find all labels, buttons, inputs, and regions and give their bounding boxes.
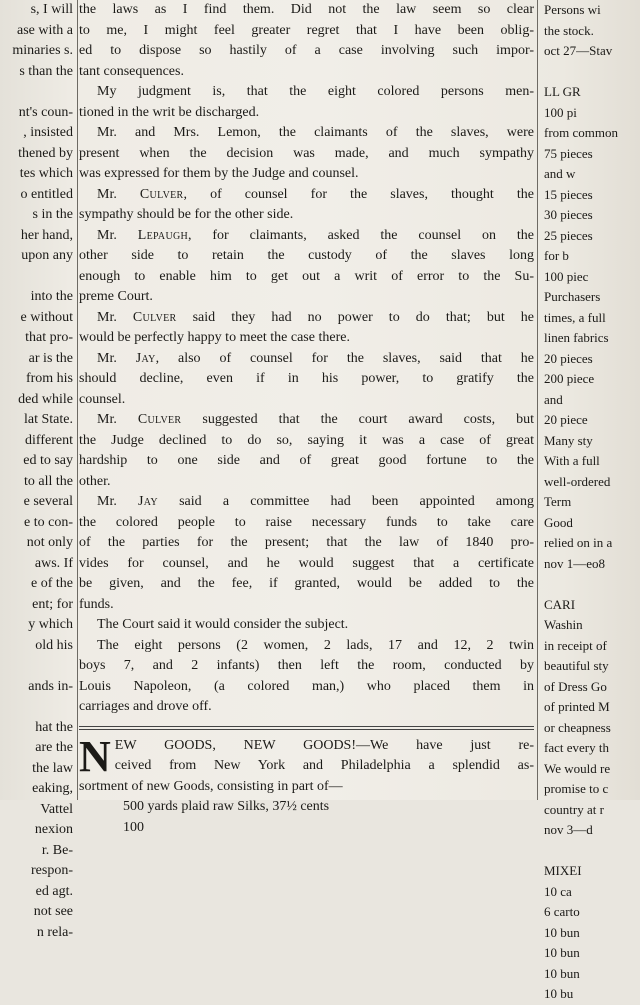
right-column-line: or cheapness	[544, 719, 611, 735]
report-line: vides for counsel, and he would suggest that a certificate	[79, 555, 534, 571]
left-column-line: the law	[32, 760, 73, 776]
right-column-line: 75 pieces	[544, 145, 593, 161]
report-line: carriages and drove off.	[79, 699, 212, 714]
report-line: Mr. Jay, also of counsel for the slaves, said that he	[97, 350, 534, 366]
right-column-line	[540, 841, 640, 862]
left-column-line: from his	[25, 371, 73, 386]
report-line: be given, and the fee, if granted, would be added to the	[79, 576, 534, 591]
left-column-line: ar is the	[28, 350, 73, 366]
left-column-line: e to con-	[24, 514, 73, 530]
right-column-line: Many sty	[544, 432, 593, 448]
left-column-line	[0, 697, 76, 718]
right-column-line: 100 pi	[544, 104, 577, 120]
right-column-line: and w	[544, 166, 576, 181]
right-column-line: 20 pieces	[544, 350, 593, 366]
right-column-line: Purchasers	[544, 289, 601, 304]
report-line: to me, I might feel greater regret that I have been oblig-	[79, 22, 534, 38]
main-column	[79, 0, 534, 838]
right-column-line: 10 bu	[544, 986, 574, 1001]
report-line: counsel.	[79, 391, 126, 407]
left-column-line: e of the	[31, 576, 73, 591]
report-line: the Judge declined to do so, saying it was a case of great	[79, 432, 534, 448]
right-column-line: fact every th	[544, 740, 609, 755]
left-column-line: nexion	[34, 822, 73, 837]
right-column-line: oct 27—Stav	[544, 43, 613, 58]
report-paragraph	[79, 226, 534, 308]
report-line: The eight persons (2 women, 2 lads, 17 and 12, 2 twin	[97, 637, 534, 653]
left-column-line: hat the	[35, 719, 73, 735]
left-column-line	[0, 656, 76, 677]
report-paragraph	[79, 185, 534, 226]
left-column-line: o entitled	[20, 186, 73, 202]
left-column-line: that pro-	[25, 330, 73, 345]
left-column-line: not only	[26, 535, 73, 550]
report-line: boys 7, and 2 infants) then left the room, conducted by	[79, 658, 534, 673]
right-column-line: 10 bun	[544, 945, 580, 960]
report-paragraph	[79, 123, 534, 185]
report-line: The Court said it would consider the subject.	[97, 617, 349, 632]
new-goods-advert	[79, 731, 534, 839]
report-line: Mr. Culver, of counsel for the slaves, thought the	[97, 186, 534, 202]
right-column-line: linen fabrics	[544, 330, 609, 345]
report-paragraph	[79, 349, 534, 411]
right-column-line: 20 piece	[544, 412, 588, 427]
left-column-line: to all the	[24, 473, 73, 489]
advert-line: ceived from New York and Philadelphia a splendid as-	[114, 758, 534, 773]
report-paragraph	[79, 636, 534, 718]
right-column-line: CARI	[544, 596, 576, 612]
right-column-line: 200 piece	[544, 371, 595, 386]
right-column-line: 10 bun	[544, 965, 580, 981]
left-column-line: eaking,	[32, 781, 73, 796]
left-column	[0, 0, 76, 943]
left-column-line: ent; for	[32, 596, 73, 612]
right-column-line	[540, 62, 640, 83]
left-column-line: e without	[20, 309, 73, 325]
report-line: other.	[79, 473, 111, 489]
report-line: Mr. Culver suggested that the court award costs, but	[97, 412, 534, 427]
court-report-body	[79, 82, 534, 718]
left-column-line	[0, 82, 76, 103]
report-paragraph	[79, 492, 534, 615]
left-column-line: r. Be-	[41, 842, 73, 858]
right-column-line: 25 pieces	[544, 227, 593, 243]
report-paragraph	[79, 82, 534, 123]
section-divider	[79, 726, 534, 730]
right-column-line: for b	[544, 248, 569, 263]
report-line: Louis Napoleon, (a colored man,) who placed them in	[79, 678, 534, 694]
right-column-line: the stock.	[544, 22, 594, 38]
right-column	[540, 0, 640, 1005]
right-column-line: Persons wi	[544, 2, 601, 17]
report-line: Mr. Jay said a committee had been appointed among	[97, 494, 534, 509]
right-column-line: 6 carto	[544, 904, 580, 919]
report-line: hardship to one side and of great good fortune to the	[79, 453, 534, 468]
left-column-line: ands in-	[28, 678, 73, 694]
report-line: Mr. Lepaugh, for claimants, asked the counsel on the	[97, 227, 534, 243]
right-column-line: With a full	[544, 453, 600, 468]
advert-line: EW GOODS, NEW GOODS!—We have just re-	[114, 737, 534, 753]
right-column-line: relied on in a	[544, 535, 613, 550]
report-line: the colored people to raise necessary funds to take care	[79, 514, 534, 530]
left-column-line: different	[25, 432, 73, 448]
report-line: Mr. Culver said they had no power to do that; but he	[97, 309, 534, 325]
right-column-line: Term	[544, 494, 572, 509]
report-line: ed to dispose so hastily of a case involving such impor-	[79, 43, 534, 58]
left-column-line: her hand,	[20, 227, 73, 243]
report-line: of the parties for the present; that the law of 1840 pro-	[79, 535, 534, 550]
left-column-line: into the	[30, 289, 73, 304]
left-column-line: aws. If	[34, 555, 73, 571]
right-column-line	[540, 574, 640, 595]
right-column-line: We would re	[544, 760, 611, 776]
advert-line: sortment of new Goods, consisting in part of—	[79, 778, 343, 794]
column-rule-right	[537, 0, 538, 800]
column-rule-left	[77, 0, 78, 800]
right-column-line: Good	[544, 514, 573, 530]
left-column-line: n rela-	[36, 924, 73, 940]
right-column-line: 30 pieces	[544, 207, 593, 222]
right-column-line: 10 bun	[544, 924, 580, 940]
right-column-line: nov 3—d	[544, 822, 593, 837]
report-paragraph	[79, 615, 534, 636]
left-column-line: not see	[33, 904, 73, 919]
report-line: was expressed for them by the Judge and counsel.	[79, 166, 359, 181]
left-column-line: lat State.	[24, 412, 73, 427]
right-column-line: of printed M	[544, 699, 610, 714]
left-column-line: minaries s.	[12, 43, 73, 58]
right-column-line: 100 piec	[544, 268, 589, 284]
report-line: funds.	[79, 596, 114, 612]
left-column-line: s, I will	[30, 2, 73, 17]
report-paragraph	[79, 410, 534, 492]
right-column-line: from common	[544, 125, 619, 140]
right-column-line: Washin	[544, 617, 583, 632]
right-column-line: country at r	[544, 801, 604, 817]
left-column-line: Vattel	[40, 801, 73, 817]
left-column-line: s than the	[19, 63, 73, 79]
report-line: tant consequences.	[79, 63, 184, 79]
right-column-line: and	[544, 391, 563, 407]
report-line: the laws as I find them. Did not the law seem so clear	[79, 2, 534, 17]
left-column-line	[0, 267, 76, 288]
report-paragraph	[79, 308, 534, 349]
right-column-line: in receipt of	[544, 637, 607, 653]
left-column-line: thened by	[18, 145, 73, 161]
left-column-line: , insisted	[23, 125, 73, 140]
report-line: Mr. and Mrs. Lemon, the claimants of the slaves, were	[97, 125, 534, 140]
right-column-line: of Dress Go	[544, 678, 607, 694]
report-line: preme Court.	[79, 289, 153, 304]
right-column-line: MIXEI	[544, 863, 582, 878]
right-column-line: beautiful sty	[544, 658, 609, 673]
report-line: enough to enable him to get out a writ of error to the Su-	[79, 268, 534, 284]
report-line: tioned in the writ be discharged.	[79, 104, 260, 120]
advert-line: 500 yards plaid raw Silks, 37½ cents	[123, 799, 330, 814]
right-column-line: times, a full	[544, 309, 606, 325]
left-column-line: e several	[23, 494, 73, 509]
left-column-line: are the	[35, 740, 73, 755]
report-line: would be perfectly happy to meet the case there.	[79, 330, 350, 345]
left-column-line: tes which	[19, 166, 73, 181]
right-column-line: well-ordered	[544, 473, 611, 489]
left-column-line: y which	[28, 617, 73, 632]
left-column-line: ase with a	[17, 22, 73, 38]
left-column-line: ed to say	[23, 453, 73, 468]
report-line: My judgment is, that the eight colored persons men-	[97, 84, 534, 99]
right-column-line: promise to c	[544, 781, 609, 796]
report-line: should decline, even if in his power, to gratify the	[79, 371, 534, 386]
advert-dropcap: N	[79, 731, 111, 781]
right-column-line: nov 1—eo8	[544, 555, 606, 571]
left-column-line: respon-	[31, 863, 73, 878]
left-column-line: ed agt.	[35, 883, 73, 899]
left-column-line: upon any	[21, 248, 73, 263]
report-line: sympathy should be for the other side.	[79, 207, 294, 222]
report-line: present when the decision was made, and much sympathy	[79, 145, 534, 161]
left-column-line: old his	[35, 637, 73, 653]
advert-line: 100	[123, 819, 144, 835]
report-line: other side to retain the custody of the slaves long	[79, 248, 534, 263]
right-column-line: 15 pieces	[544, 186, 593, 202]
right-column-line: 10 ca	[544, 883, 572, 899]
left-column-line: ded while	[18, 391, 73, 407]
court-report-top	[79, 0, 534, 82]
right-column-line: LL GR	[544, 84, 581, 99]
left-column-line: nt's coun-	[18, 104, 73, 120]
left-column-line: s in the	[32, 207, 73, 222]
